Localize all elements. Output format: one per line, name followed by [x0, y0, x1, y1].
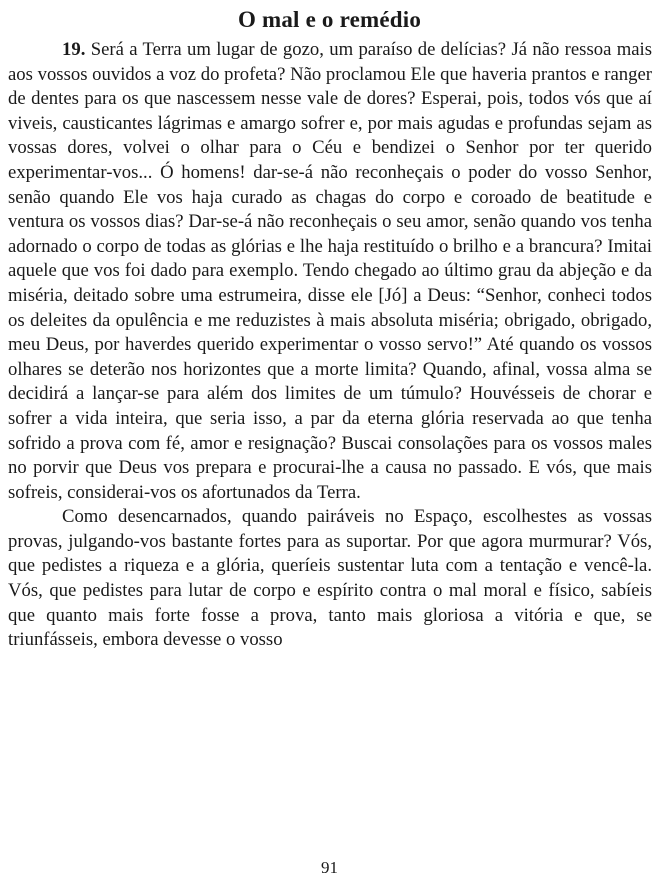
chapter-title: O mal e o remédio: [237, 7, 422, 32]
paragraph-2: Como desencarnados, quando pairáveis no Espaço, escolhestes as vossas provas, julgando-vos bastante fortes para as suportar. Por que agora murmurar? Vós, que pedistes a riqueza e a glória, queríeis sustentar luta com a tentação e vencê-la. Vós, que pedistes para lutar de corpo e espírito contra o mal moral e físico, sabíeis que quanto mais forte fosse a prova, tanto mais gloriosa a vitória e que, se triunfásseis, embora devesse o vosso: [8, 506, 652, 651]
page-number: 91: [321, 858, 338, 877]
body-text: [8, 38, 652, 653]
paragraph-1-text: Será a Terra um lugar de gozo, um paraíso de delícias? Já não ressoa mais aos vossos ouvidos a voz do profeta? Não proclamou Ele que haveria prantos e ranger de dentes para os que nascessem nesse vale de dores? Esperai, pois, todos vós que aí viveis, causticantes lágrimas e amargo sofrer e, por mais agudas e profundas sejam as vossas dores, volvei o olhar para o Céu e bendizei o Senhor por ter querido experimentar-vos... Ó homens! dar-se-á não reconheçais o poder do vosso Senhor, senão quando Ele vos haja curado as chagas do corpo e coroado de beatitude e ventura os vossos dias? Dar-se-á não reconheçais o seu amor, senão quando vos tenha adornado o corpo de todas as glórias e lhe haja restituído o brilho e a brancura? Imitai aquele que vos foi dado para exemplo. Tendo chegado ao último grau da abjeção e da miséria, deitado sobre uma estrumeira, disse ele [Jó] a Deus: “Senhor, conheci todos os deleites da opulência e me reduzistes à mais absoluta miséria; obrigado, obrigado, meu Deus, por haverdes querido experimentar o vosso servo!” Até quando os vossos olhares se deterão nos horizontes que a morte limita? Quando, afinal, vossa alma se decidirá a lançar-se para além dos limites de um túmulo? Houvésseis de chorar e sofrer a vida inteira, que seria isso, a par da eterna glória reservada ao que tenha sofrido a prova com fé, amor e resignação? Buscai consolações para os vossos males no porvir que Deus vos prepara e procurai-lhe a causa no passado. E vós, que mais sofreis, considerai-vos os afortunados da Terra.: [8, 39, 652, 503]
paragraph-number: 19.: [62, 39, 86, 60]
paragraph-1: [8, 38, 652, 505]
